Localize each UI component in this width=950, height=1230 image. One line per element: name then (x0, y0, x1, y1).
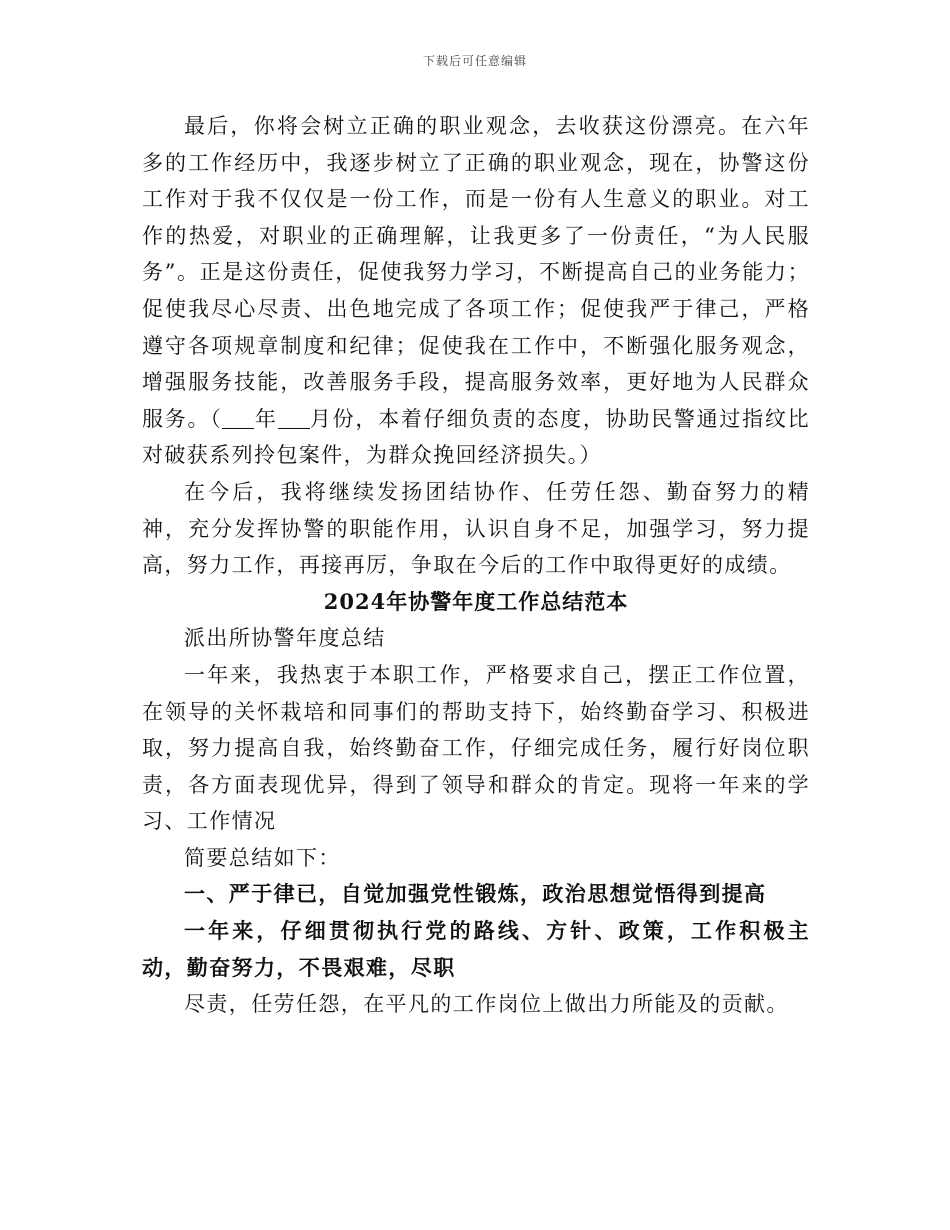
page-header: 下载后可任意编辑 (422, 54, 527, 68)
blank-field-year (222, 407, 254, 429)
paragraph-contribution: 尽责，任劳任怨，在平凡的工作岗位上做出力所能及的贡献。 (184, 992, 789, 1017)
paragraph-future-plans: 在今后，我将继续发扬团结协作、任劳任怨、勤奋努力的精神，充分发挥协警的职能作用，认识自身不足，加强学习，努力提高，努力工作，再接再厉，争取在今后的工作中取得更好的成绩。 (142, 479, 810, 578)
paragraph-subtitle: 派出所协警年度总结 (184, 626, 386, 651)
paragraph-year-overview: 一年来，我热衷于本职工作，严格要求自己，摆正工作位置，在领导的关怀栽培和同事们的帮助支持下，始终勤奋学习、积极进取，努力提高自我，始终勤奋工作，仔细完成任务，履行好岗位职责，各方面表现优异，得到了领导和群众的肯定。现将一年来的学习、工作情况 (142, 662, 810, 834)
document-title: 2024年协警年度工作总结范本 (323, 588, 629, 614)
section-heading-1: 一、严于律已，自觉加强党性锻炼，政治思想觉悟得到提高 (184, 881, 767, 907)
year-label: 年 (254, 406, 278, 431)
paragraph-bold-party-line: 一年来，仔细贯彻执行党的路线、方针、政策，工作积极主动，勤奋努力，不畏艰难，尽职 (142, 918, 810, 980)
blank-field-month (278, 407, 310, 429)
paragraph-summary-intro: 简要总结如下： (184, 845, 341, 870)
document-body (142, 108, 810, 1023)
paragraph-text: 最后，你将会树立正确的职业观念，去收获这份漂亮。在六年多的工作经历中，我逐步树立了正确的职业观念，现在，协警这份工作对于我不仅仅是一份工作，而是一份有人生意义的职业。对工作的热爱，对职业的正确理解，让我更多了一份责任，“为人民服务”。正是这份责任，促使我努力学习，不断提高自己的业务能力；促使我尽心尽责、出色地完成了各项工作；促使我严于律己，严格遵守各项规章制度和纪律；促使我在工作中，不断强化服务观念，增强服务技能，改善服务手段，提高服务效率，更好地为人民群众服务。（ (142, 114, 810, 431)
paragraph-professional-attitude (142, 108, 810, 474)
paragraph-text-continued: 月份，本着仔细负责的态度，协助民警通过指纹比对破获系列拎包案件，为群众挽回经济损失。） (142, 406, 810, 468)
